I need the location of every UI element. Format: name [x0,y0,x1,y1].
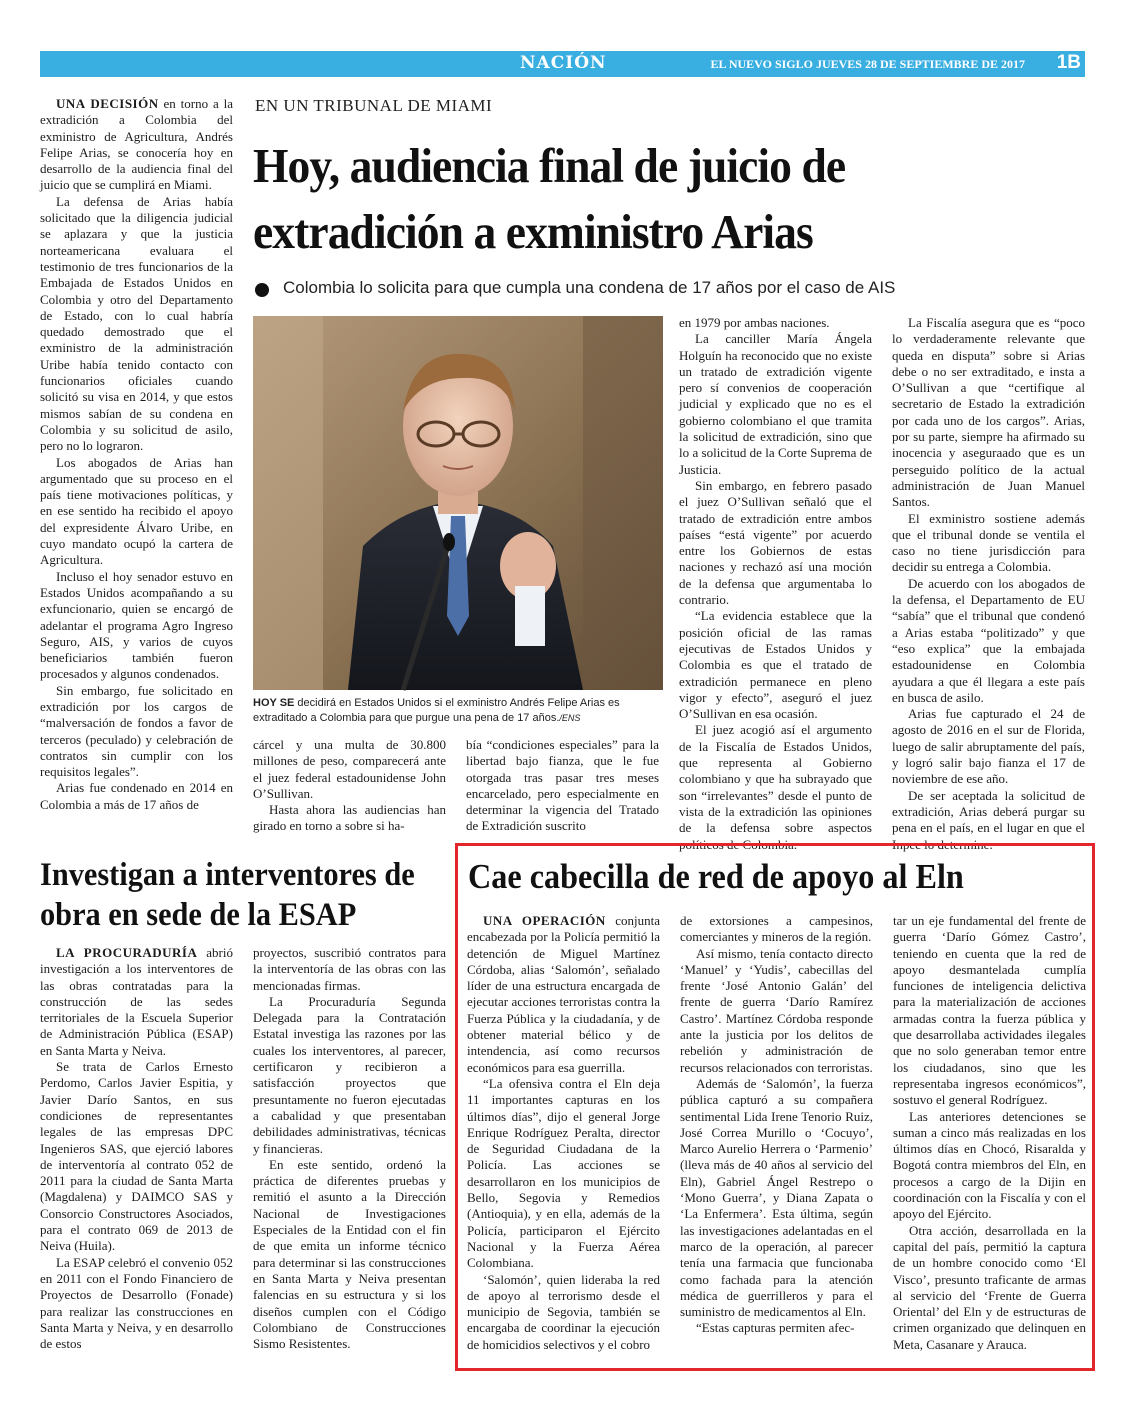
eln-column-2 [680,913,873,1358]
esap-column-2 [253,945,446,1375]
main-story-column-2 [253,737,446,833]
paragraph: bía “condiciones especiales” para la libertad bajo fianza, que le fue otorgada tras pasar tres meses encarcelado, pero especialmente en determinar la vigencia del Tratado de Extradición suscrito [466,737,659,834]
main-story-column-4 [679,315,872,852]
esap-headline: Investigan a interventores de obra en sede de la ESAP [40,857,415,933]
paragraph: La Procuraduría Segunda Delegada para la Contratación Estatal investiga las razones por las cuales los interventores, al parecer, certificaron y recibieron a satisfacción proyectos que presuntamente no fueron ejecutadas a cabalidad y que presentaban debilidades administrativas, técnicas y financieras. [253,993,446,1156]
paragraph: de extorsiones a campesinos, comerciantes y mineros de la región. [680,913,873,945]
paragraph: “La ofensiva contra el Eln deja 11 importantes capturas en los últimos días”, dijo el general Jorge Enrique Rodríguez Peralta, director de Seguridad Ciudadana de la Policía. Las acciones se desarrollaron en los municipios de Bello, Segovia y Remedios (Antioquia), y en ella, además de la Policía, participaron el Ejército Nacional y la Fuerza Aérea Colombiana. [467,1075,660,1271]
paragraph: en 1979 por ambas naciones. [679,315,830,330]
paragraph: en torno a la extradición a Colombia del exministro de Agricultura, Andrés Felipe Arias, se conocería hoy en desarrollo de la audiencia final del juicio que se cumplirá en Miami. [40,96,233,193]
section-header-bar [40,51,1085,77]
paragraph: El juez acogió así el argumento de la Fiscalía de Estados Unidos, que representa al Gobierno colombiano y que ha subrayado que son “irrelevantes” desde el punto de vista de la extradición las opiniones de la defensa sobre aspectos políticos de Colombia. [679,722,872,852]
lead-in: UNA DECISIÓN [56,96,159,111]
paragraph: El exministro sostiene además que el tribunal donde se ventila el caso no tiene jurisdicción para decidir su entrega a Colombia. [892,510,1085,575]
paragraph: Arias fue capturado el 24 de agosto de 2016 en el sur de Florida, luego de salir abruptamente del país, y logró salir bajo fianza el 17 de noviembre de ese año. [892,706,1085,787]
section-name: NACIÓN [520,53,607,73]
lead-in: UNA OPERACIÓN [483,913,606,928]
main-story-column-1 [40,96,233,833]
subheadline [255,278,895,298]
dateline: EL NUEVO SIGLO JUEVES 28 DE SEPTIEMBRE DE 2017 [710,57,1025,71]
page-number: 1B [1056,52,1081,73]
paragraph: Se trata de Carlos Ernesto Perdomo, Carlos Javier Espitia, y Javier Darío Santos, en sus condiciones de representantes legales de las empresas DPC Ingenieros SAS, que ejerció labores de interventoría al contrato 052 de 2011 para la ciudad de Santa Marta (Magdalena) y DAIMCO SAS y Consorcio Constructores Asociados, para el contrato 069 de 2013 de Neiva (Huila). [40,1059,233,1254]
paragraph: De ser aceptada la solicitud de extradición, Arias deberá purgar su pena en el país, en el lugar en que el Inpec lo determine. [892,787,1085,852]
paragraph: La ESAP celebró el convenio 052 en 2011 con el Fondo Financiero de Proyectos de Desarrollo (Fonade) para realizar las construcciones en Santa Marta y Neiva, y en desarrollo de estos [40,1254,233,1352]
paragraph: Sin embargo, en febrero pasado el juez O’Sullivan señaló que el tratado de extradición entre ambos países “está vigente” por acuerdo entre los Gobiernos de estas naciones y rechazó así una moción de la defensa que argumentaba lo contrario. [679,477,872,608]
paragraph: “La evidencia establece que la posición oficial de las ramas ejecutivas de Estados Unidos y Colombia es que el tratado de extradición permanece en pleno vigor y efecto”, aseguró el juez O’Sullivan en esa ocasión. [679,608,872,722]
main-story-column-5 [892,315,1085,852]
paragraph: Otra acción, desarrollada en la capital del país, permitió la captura de un hombre conocido como ‘El Visco’, presunto traficante de armas al servicio del ‘Frente de Guerra Oriental’ del Eln y de estructuras de crimen organizado que delinquen en Meta, Casanare y Arauca. [893,1222,1086,1352]
paragraph: ‘Salomón’, quien lideraba la red de apoyo al terrorismo desde el municipio de Segovia, también se encargaba de coordinar la ejecución de homicidios selectivos y el cobro [467,1271,660,1352]
paragraph: cárcel y una multa de 30.800 millones de peso, comparecerá ante el juez federal estadounidense John O’Sullivan. [253,737,446,801]
paragraph: Sin embargo, fue solicitado en extradición por los cargos de “malversación de fondos a favor de terceros (peculado) y celebración de contratos sin cumplir con los requisitos legales”. [40,682,233,780]
photo-credit: /ENS [559,713,581,723]
paragraph: De acuerdo con los abogados de la defensa, el Departamento de EU “sabía” que el tribunal que condenó a Arias estaba “politizado” y que “eso explica” que la embajada estadounidense en Colombia ayudara a que él llegara a este país en busca de asilo. [892,575,1085,705]
lead-in: LA PROCURADURÍA [56,945,198,960]
subheadline-text: Colombia lo solicita para que cumpla una condena de 17 años por el caso de AIS [283,278,896,297]
paragraph: La Fiscalía asegura que es “poco lo verdaderamente relevante que queda en disputa” sobre si Arias debe o no ser extraditado, e insta a O’Sullivan a que “certifique al secretario de Estado la extradición por cada uno de los cargos”. Arias, por su parte, siempre ha afirmado su inocencia y aseguraado que es un perseguido político de la actual administración de Juan Manuel Santos. [892,315,1085,510]
caption-text: decidirá en Estados Unidos si el exministro Andrés Felipe Arias es extraditado a Colombia para que purgue una pena de 17 años. [253,697,620,724]
paragraph: Hasta ahora las audiencias han girado en torno a sobre si ha- [253,802,446,834]
paragraph: proyectos, suscribió contratos para la interventoría de las obras con las mencionadas firmas. [253,945,446,993]
paragraph: Los abogados de Arias han argumentado que su proceso en el país tiene motivaciones políticas, y en ese sentido ha recibido el apoyo del expresidente Álvaro Uribe, en cuyo mandato ocupó la cartera de Agricultura. [40,454,233,568]
paragraph: Así mismo, tenía contacto directo ‘Manuel’ y ‘Yudis’, cabecillas del frente ‘José Antonio Galán’ del frente de guerra ‘Darío Ramírez Castro’. Martínez Córdoba responde ante la justicia por los delitos de rebelión y administración de recursos relacionados con terroristas. [680,945,873,1075]
paragraph: Además de ‘Salomón’, la fuerza pública capturó a su compañera sentimental Lida Irene Tenorio Ruiz, José Correa Murillo o ‘Cocuyo’, Marco Aurelio Herrera o ‘Parmenio’ (lleva más de 40 años al servicio del Eln), Gabriel Ángel Restrepo o ‘Mono Guerra’, y Diana Zapata o ‘La Enfermera’. Esta última, según las investigaciones adelantadas en el marco de la operación, al parecer tenía una farmacia que funcionaba como fachada para la atención médica de guerrilleros y para el suministro de medicamentos al Eln. [680,1075,873,1320]
caption-lead: HOY SE [253,697,295,709]
photo-caption [253,696,658,726]
eln-headline: Cae cabecilla de red de apoyo al Eln [468,857,964,896]
main-story-column-3 [466,737,659,833]
paragraph: conjunta encabezada por la Policía permitió la detención de Miguel Martínez Córdoba, alias ‘Salomón’, señalado líder de una estructura encargada de ejecutar acciones terroristas contra la Fuerza Pública y la ciudadanía, y de obtener material bélico y de intendencia, así como recursos económicos para esa guerrilla. [467,913,660,1075]
paragraph: Arias fue condenado en 2014 en Colombia a más de 17 años de [40,780,233,812]
eln-column-1 [467,913,660,1358]
paragraph: Incluso el hoy senador estuvo en Estados Unidos acompañando a su exfuncionario, quien se encargó de adelantar el programa Agro Ingreso Seguro, AIS, y varios de cuyos beneficiarios también fueron procesados y algunos condenados. [40,568,233,682]
paragraph: La canciller María Ángela Holguín ha reconocido que no existe un tratado de extradición vigente pero sí convenios de cooperación judicial y explicado que no es el gobierno colombiano el que tramita la solicitud de extradición, sino que lo a solicitud de la Corte Suprema de Justicia. [679,331,872,477]
esap-column-1 [40,945,233,1375]
paragraph: “Estas capturas permiten afec- [696,1320,855,1336]
photo-andres-felipe-arias [253,316,663,690]
main-headline: Hoy, audiencia final de juicio de extradición a exministro Arias [253,138,846,259]
paragraph: La defensa de Arias había solicitado que la diligencia judicial se aplazara y que la justicia norteamericana evaluara el testimonio de tres funcionarios de la Embajada de Estados Unidos en Colombia y otro del Departamento de Estado, con lo cual habría quedado demostrado que el exministro de la administración Uribe había tenido contacto con funcionarios oficiales cuando solicitó su visa en 2014, y que estos mismos sabían de su condena en Colombia y su solicitud de asilo, pero no lo lograron. [40,193,233,454]
eln-column-3 [893,913,1086,1358]
paragraph: abrió investigación a los interventores de las obras contratadas para la construcción de las sedes territoriales de la Escuela Superior de Administración Pública (ESAP) en Santa Marta y Neiva. [40,945,233,1058]
story-kicker: EN UN TRIBUNAL DE MIAMI [255,96,493,115]
paragraph: Las anteriores detenciones se suman a cinco más realizadas en los últimos días en Chocó, Risaralda y Bogotá contra miembros del Eln, en procesos a cargo de la Dijin en coordinación con la Fiscalía y con el apoyo del Ejército. [893,1108,1086,1222]
paragraph: tar un eje fundamental del frente de guerra ‘Darío Gómez Castro’, teniendo en cuenta que la red de apoyo desmantelada cumplía funciones de inteligencia delictiva para la materialización de acciones armadas contra la fuerza pública y que desarrollaba actividades ilegales que no solo generaban temor entre los ciudadanos, sino que les representaba ingresos económicos”, sostuvo el general Rodríguez. [893,913,1086,1108]
paragraph: En este sentido, ordenó la práctica de diferentes pruebas y remitió el asunto a la Dirección Nacional de Investigaciones Especiales de la Entidad con el fin de que emita un informe técnico para determinar si las construcciones en Santa Marta y Neiva presentan falencias en su estructura y si los diseños cumplen con el Código Colombiano de Construcciones Sismo Resistentes. [253,1156,446,1352]
